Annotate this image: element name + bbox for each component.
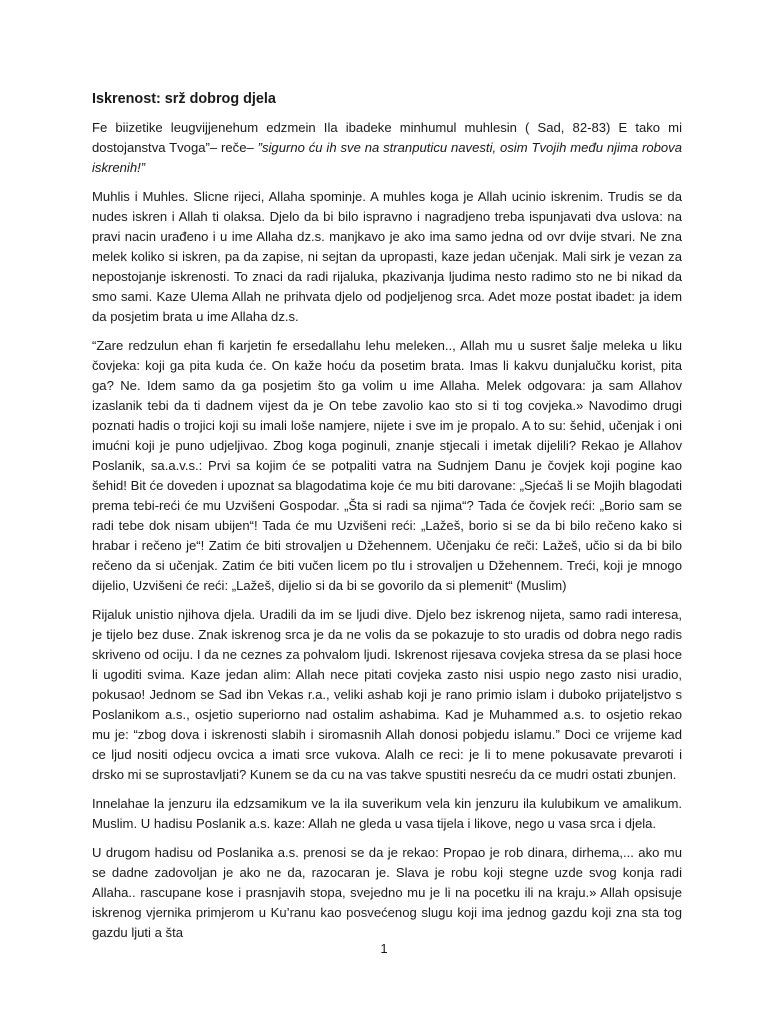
paragraph-muhlis: Muhlis i Muhles. Slicne rijeci, Allaha spominje. A muhles koga je Allah ucinio iskrenim. Trudis se da nudes iskren i Allah ti olaksa. Djelo da bi bilo ispravno i nagradjeno treba ispunjavati dva uslova: na pravi nacin urađeno i u ime Allaha dz.s. manjkavo je ako ima samo jedna od ovr dvije stvari. Ne zna melek koliko si iskren, pa da zapise, ni sejtan da upropasti, kaze jedan učenjak. Mali sirk je vezan za nepostojanje iskrenosti. To znaci da radi rijaluka, pkazivanja ljudima nesto radimo sto ne bi nikad da smo sami. Kaze Ulema Allah ne prihvata djelo od podjeljenog srca. Adet moze postat ibadet: ja idem da posjetim brata u ime Allaha dz.s. [92, 189, 682, 324]
intro-paragraph [92, 118, 682, 178]
intro-text: Fe biizetike leugvijjenehum edzmein Ila ibadeke minhumul muhlesin ( Sad, 82-83) E tako mi dostojanstva Tvoga”– reče– [92, 120, 682, 155]
page-number: 1 [380, 941, 388, 956]
document-page [92, 88, 682, 952]
document-title: Iskrenost: srž dobrog djela [92, 91, 276, 107]
intro-quote: ”sigurno ću ih sve na stranputicu navesti, osim Tvojih među njima robova iskrenih!” [92, 140, 683, 175]
paragraph-dinar-slave: U drugom hadisu od Poslanika a.s. prenosi se da je rekao: Propao je rob dinara, dirhema,... ako mu se dadne zadovoljan je ako ne da, razocaran je. Slava je robu koji stegne uzde svog konja radi Allaha.. rascupane kose i prasnjavih stopa, svejedno mu je li na pocetku ili na kraju.» Allah opsisuje iskrenog vjernika primjerom u Ku’ranu kao posvećenog slugu koji ima jednog gazdu koji zna sta tog gazdu ljuti a šta [92, 845, 682, 940]
paragraph-rijaluk: Rijaluk unistio njihova djela. Uradili da im se ljudi dive. Djelo bez iskrenog nijeta, samo radi interesa, je tijelo bez duse. Znak iskrenog srca je da ne volis da se pokazuje to sto uradis od dobra nego radis skriveno od ociju. I da ne ceznes za pohvalom ljudi. Iskrenost rijesava covjeka stresa da se plasi hoce li ugoditi svima. Kaze jedan alim: Allah nece pitati covjeka zasto nisi uspio nego zasto nisi uradio, pokusao! Jednom se Sad ibn Vekas r.a., veliki ashab koji je rano primio islam i duboko prijateljstvo s Poslanikom a.s., osjetio superiorno nad ostalim ashabima. Kad je Muhammed a.s. to osjetio rekao mu je: “zbog dova i iskrenosti slabih i siromasnih Allah donosi pobjedu islamu.” Doci ce vrijeme kad ce ljud nositi odjecu ovcica a imati srce vukova. Alalh ce reci: je li to mene pokusavate prevaroti i drsko mi se suprostavljati? Kunem se da cu na vas takve spustiti nesreću da ce mudri ostati zbunjen. [92, 607, 682, 782]
paragraph-hadith-visit: “Zare redzulun ehan fi karjetin fe ersedallahu lehu meleken.., Allah mu u susret šalje meleka u liku čovjeka: koji ga pita kuda će. On kaže hoću da posetim brata. Imas li kakvu dunjalučku korist, pita ga? Ne. Idem samo da ga posjetim što ga volim u ime Allaha. Melek odgovara: ja sam Allahov izaslanik tebi da ti dadnem vijest da je On tebe zavolio kao sto si ti tog covjeka.» Navodimo drugi poznati hadis o trojici koji su imali loše namjere, nijete i sve im je propalo. A to su: šehid, učenjak i oni imućni koji je puno udjeljivao. Zbog koga poginuli, znanje stjecali i imetak dijelili? Rekao je Allahov Poslanik, sa.a.v.s.: Prvi sa kojim će se potpaliti vatra na Sudnjem Danu je čovjek koji pogine kao šehid! Bit će doveden i upoznat sa blagodatima koje će mu biti darovane: „Sjećaš li se Mojih blagodati prema tebi-reći će mu Uzvišeni Gospodar. „Šta si radi sa njima“? Tada će čovjek reći: „Borio sam se radi tebe dok nisam ubijen“! Tada će mu Uzvišeni reći: „Lažeš, borio si se da bi bilo rečeno kako si hrabar i rečeno je“! Zatim će biti strovaljen u Džehennem. Učenjaku će reči: Lažeš, učio si da bi bilo rečeno da si učenjak. Zatim će biti vučen licem po tlu i strovaljen u Džehennem. Treći, koji je mnogo dijelio, Uzvišeni će reći: „Lažeš, dijelio si da bi se govorilo da si plemenit“ (Muslim) [92, 338, 682, 593]
paragraph-hearts: Innelahae la jenzuru ila edzsamikum ve la ila suverikum vela kin jenzuru ila kulubikum ve amalikum. Muslim. U hadisu Poslanik a.s. kaze: Allah ne gleda u vasa tijela i likove, nego u vasa srca i djela. [92, 796, 682, 831]
